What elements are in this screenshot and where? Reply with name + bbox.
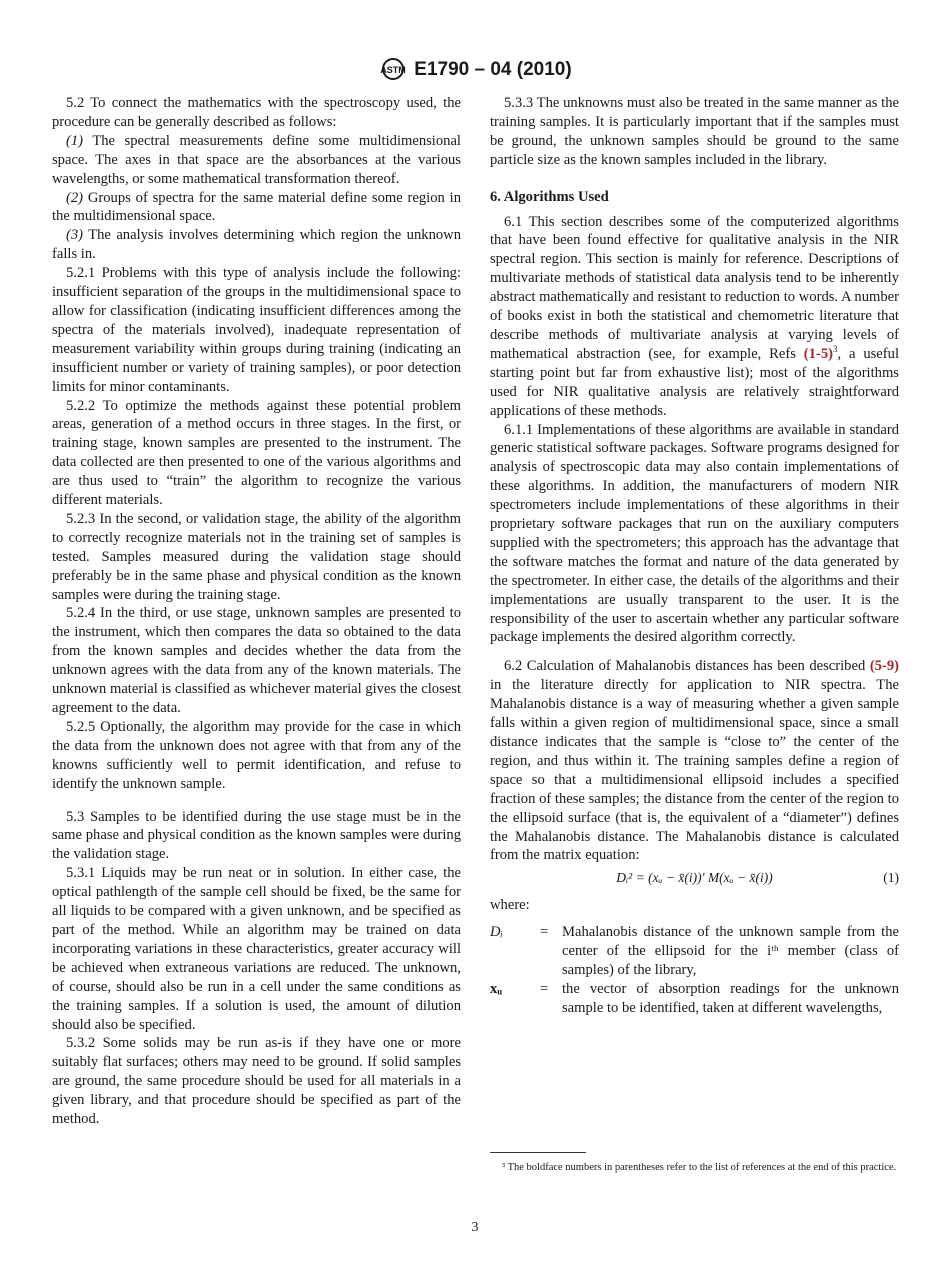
definition-text: the vector of absorption readings for the unknown sample to be identified, taken at different wavelengths, xyxy=(562,980,899,1016)
equals: = xyxy=(540,980,549,997)
designation: E1790 – 04 (2010) xyxy=(414,59,572,80)
definition-item xyxy=(490,923,899,980)
list-marker: (2) xyxy=(66,189,84,206)
paragraph xyxy=(490,657,899,865)
where-label: where: xyxy=(490,897,530,914)
text: 6.1 This section describes some of the computerized algorithms that have been found effective for qualitative analysis in the NIR spectral region. This section is mainly for reference. Descriptions of multivariate methods of statistical data analysis tend to be inherently abstract mathematically and resistant to reduction to words. A number of books exist in both the statistical and chemometric literature that describe methods of multivariate analysis at varying levels of mathematical abstraction (see, for example, Refs xyxy=(490,213,899,362)
section-heading: 6. Algorithms Used xyxy=(490,188,609,205)
definition-text: Mahalanobis distance of the unknown sample from the center of the ellipsoid for the iᵗʰ member (class of samples) of the library, xyxy=(562,924,899,978)
paragraph: 6.1.1 Implementations of these algorithms are available in standard generic statistical software packages. Software programs designed for analysis of spectroscopic data may also contain implementations of these algorithms. In addition, the manufacturers of modern NIR spectrometers include implementations of these algorithms in their proprietary software packages that run on the auxiliary computers supplied with the spectrometers; this approach has the advantage that the software matches the format and nature of the data generated by the spectrometer. In either case, the details of the algorithms and their implementations are usually transparent to the user. It is the responsibility of the user to ascertain whether any particular software package implements the desired algorithm correctly. xyxy=(490,421,899,646)
list-text: The spectral measurements define some multidimensional space. The axes in that space are the absorbances at the various wavelengths, or some mathematical transformation thereof. xyxy=(52,132,461,187)
text: , a useful starting point but far from exhaustive list); most of the algorithms used for NIR qualitative analysis are relatively straightforward applications of these methods. xyxy=(490,345,899,419)
footnote-divider xyxy=(490,1152,586,1153)
list-marker: (1) xyxy=(66,132,84,149)
symbol: xᵤ xyxy=(490,980,503,997)
symbol: Dᵢ xyxy=(490,924,503,941)
footnote-mark[interactable]: 3 xyxy=(832,344,838,355)
reference-link[interactable]: (1-5) xyxy=(803,345,833,362)
equation-number: (1) xyxy=(883,870,899,886)
equation-text: Dᵢ² = (xᵤ − x̄(i))′ M(xᵤ − x̄(i)) xyxy=(616,870,773,886)
paragraph: 5.3 Samples to be identified during the use stage must be in the same phase and physical condition as the known samples were during the validation stage. xyxy=(52,808,461,863)
svg-text:ASTM: ASTM xyxy=(380,65,407,75)
right-column xyxy=(490,94,899,1018)
list-item xyxy=(52,226,461,264)
text: 6.2 Calculation of Mahalanobis distances has been described xyxy=(504,658,870,675)
paragraph: 5.2.2 To optimize the methods against these potential problem areas, generation of a method occurs in three stages. In the first, or training stage, known samples are presented to the instrument. The data collected are then presented to one of the various algorithms and are thus used to “train” the algorithm to recognize the various different materials. xyxy=(52,397,461,509)
list-item xyxy=(52,189,461,227)
list-text: The analysis involves determining which region the unknown falls in. xyxy=(52,227,461,263)
list-item xyxy=(52,132,461,189)
paragraph: 5.3.2 Some solids may be run as-is if they have one or more suitably flat surfaces; others may need to be ground. If solid samples are ground, the same procedure should be used for all materials in a given library, and that procedure should be specified as part of the method. xyxy=(52,1035,461,1128)
left-column xyxy=(52,94,461,1129)
paragraph: 5.2.5 Optionally, the algorithm may provide for the case in which the data from the unknown does not agree with that from any of the knowns sufficiently well to permit identification, and refuse to identify the unknown sample. xyxy=(52,718,461,792)
page-number: 3 xyxy=(471,1220,479,1235)
paragraph xyxy=(490,213,899,421)
paragraph: 5.2.1 Problems with this type of analysis include the following: insufficient separation of the groups in the multidimensional space to allow for classification (indicating insufficient differences among the spectra of the materials involved), inadequate representation of measurement variability within groups during training (indicating an insufficient number or variety of training samples), or poor detection limits for minor contaminants. xyxy=(52,265,461,395)
text: in the literature directly for application to NIR spectra. The Mahalanobis distance is a way of measuring whether a given sample falls within a given region of multidimensional space, since a small distance indicates that the sample is “close to” the center of the region, and thus within it. The training samples define a region of space so that a multidimensional ellipsoid includes a specified fraction of these samples; the distance from the center of the region to the ellipsoid surface (that is, the equivalent of a “diameter”) defines the Mahalanobis distance. The Mahalanobis distance is calculated from the matrix equation: xyxy=(490,677,899,864)
paragraph: 5.2 To connect the mathematics with the spectroscopy used, the procedure can be generally described as follows: xyxy=(52,95,461,130)
paragraph: 5.3.1 Liquids may be run neat or in solution. In either case, the optical pathlength of the sample cell should be fixed, be the same for all liquids to be compared with a given unknown, and be specified as part of the method. While an algorithm may be trained on data incorporating variations in these characteristics, greater accuracy will be achieved when extraneous variations are reduced. The unknown, of course, should also be run in a cell under the same conditions as the training samples. If a solution is used, the amount of dilution should also be specified. xyxy=(52,865,461,1033)
reference-link[interactable]: (5-9) xyxy=(869,658,899,675)
definitions xyxy=(490,923,899,1018)
equation xyxy=(490,869,899,888)
paragraph: 5.3.3 The unknowns must also be treated in the same manner as the training samples. It is particularly important that if the samples must be ground, the unknown samples should be ground to the same particle size as the known samples included in the library. xyxy=(490,95,899,168)
astm-logo-icon xyxy=(378,57,408,81)
page-header xyxy=(0,57,950,81)
paragraph: 5.2.4 In the third, or use stage, unknown samples are presented to the instrument, which then compares the data so obtained to the data from the known samples and decides whether the data from the unknown agrees with the data from any of the known materials. The unknown material is classified as whichever material gives the closest agreement to the data. xyxy=(52,605,461,716)
definition-item xyxy=(490,980,899,1018)
footnote: ³ The boldface numbers in parentheses refer to the list of references at the end of this practice. xyxy=(502,1162,897,1173)
equals: = xyxy=(540,924,549,941)
paragraph: 5.2.3 In the second, or validation stage, the ability of the algorithm to correctly recognize materials not in the training set of samples is tested. Samples measured during the validation stage should preferably be in the same phase and physical condition as the known samples were during the training stage. xyxy=(52,510,461,603)
list-text: Groups of spectra for the same material define some region in the multidimensional space. xyxy=(52,189,461,225)
list-marker: (3) xyxy=(66,227,84,244)
